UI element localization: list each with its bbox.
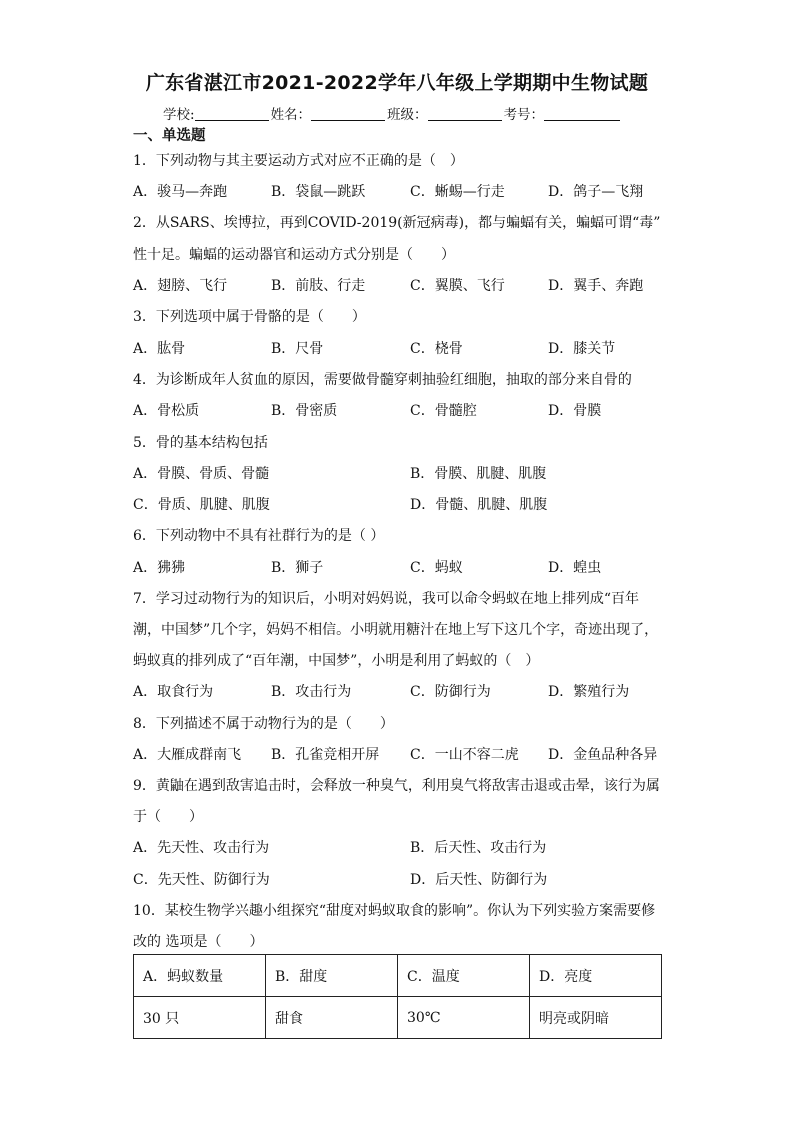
option-d[interactable]: D．后天性、防御行为 [410,872,548,888]
school-blank[interactable] [195,106,269,121]
option-c[interactable]: C．骨髓腔 [410,403,477,419]
experiment-table [133,954,662,1039]
question-7-stem-line-1: 7．学习过动物行为的知识后，小明对妈妈说，我可以命令蚂蚁在地上排列成“百年 [133,591,640,607]
number-blank[interactable] [544,106,620,121]
question-7-stem-line-2: 潮，中国梦”几个字，妈妈不相信。小明就用糖汁在地上写下这几个字，奇迹出现了， [133,622,659,638]
question-8-options [133,744,673,766]
question-6-stem: 6．下列动物中不具有社群行为的是（ ） [133,528,385,544]
option-b[interactable]: B．孔雀竞相开屏 [271,747,380,763]
option-b[interactable]: B．袋鼠—跳跃 [271,184,366,200]
question-4-stem: 4．为诊断成年人贫血的原因，需要做骨髓穿刺抽验红细胞，抽取的部分来自骨的 [133,372,632,388]
question-5-options-row-2 [133,494,673,516]
option-d[interactable]: D．膝关节 [548,341,616,357]
table-row [134,997,662,1039]
class-blank[interactable] [428,106,502,121]
table-cell: 30 只 [134,997,266,1039]
option-a[interactable]: A．肱骨 [133,341,186,357]
table-cell: 明亮或阴暗 [530,997,662,1039]
option-c[interactable]: C．先天性、防御行为 [133,872,270,888]
question-7-options [133,681,673,703]
option-c[interactable]: C．翼膜、飞行 [410,278,505,294]
class-label: 班级： [387,107,428,123]
table-cell[interactable]: A．蚂蚁数量 [134,955,266,997]
question-4-options [133,400,673,422]
option-c[interactable]: C．蜥蜴—行走 [410,184,505,200]
option-c[interactable]: C．桡骨 [410,341,463,357]
option-b[interactable]: B．尺骨 [271,341,324,357]
option-a[interactable]: A．骨膜、骨质、骨髓 [133,466,270,482]
question-7-stem-line-3: 蚂蚁真的排列成了“百年潮，中国梦”，小明是利用了蚂蚁的（ ） [133,653,540,669]
option-c[interactable]: C．防御行为 [410,684,491,700]
option-d[interactable]: D．鸽子—飞翔 [548,184,644,200]
option-b[interactable]: B．攻击行为 [271,684,352,700]
option-a[interactable]: A．翅膀、飞行 [133,278,228,294]
option-a[interactable]: A．大雁成群南飞 [133,747,242,763]
option-c[interactable]: C．一山不容二虎 [410,747,519,763]
option-d[interactable]: D．繁殖行为 [548,684,630,700]
option-a[interactable]: A．取食行为 [133,684,214,700]
question-2-options [133,275,673,297]
question-3-stem: 3．下列选项中属于骨骼的是（ ） [133,309,366,325]
exam-title: 广东省湛江市2021-2022学年八年级上学期期中生物试题 [145,72,649,94]
option-a[interactable]: A．骨松质 [133,403,200,419]
question-1-options [133,181,673,203]
option-a[interactable]: A．先天性、攻击行为 [133,840,270,856]
option-c[interactable]: C．骨质、肌腱、肌腹 [133,497,270,513]
question-5-options-row-1 [133,463,673,485]
option-c[interactable]: C．蚂蚁 [410,560,463,576]
option-a[interactable]: A．狒狒 [133,560,186,576]
question-9-options-row-1 [133,837,673,859]
name-label: 姓名： [270,107,312,123]
number-label: 考号： [503,107,545,123]
option-d[interactable]: D．翼手、奔跑 [548,278,644,294]
table-row [134,955,662,997]
option-d[interactable]: D．金鱼品种各异 [548,747,658,763]
table-cell: 甜食 [266,997,398,1039]
section-heading: 一、单选题 [133,128,206,144]
option-d[interactable]: D．骨髓、肌腱、肌腹 [410,497,548,513]
question-10-stem-line-2: 改的 选项是（ ） [133,934,264,950]
option-b[interactable]: B．骨膜、肌腱、肌腹 [410,466,547,482]
name-blank[interactable] [311,106,385,121]
question-5-stem: 5．骨的基本结构包括 [133,435,268,451]
question-2-stem-line-1: 2．从SARS、埃博拉，再到COVID-2019(新冠病毒)，都与蝙蝠有关，蝙蝠可谓“毒” [133,215,661,231]
question-6-options [133,557,673,579]
option-b[interactable]: B．前肢、行走 [271,278,366,294]
question-9-stem-line-1: 9．黄鼬在遇到敌害追击时，会释放一种臭气，利用臭气将敌害击退或击晕，该行为属 [133,778,660,794]
school-label: 学校: [163,107,195,123]
question-3-options [133,338,673,360]
student-info-line [163,103,622,123]
table-cell[interactable]: D．亮度 [530,955,662,997]
question-8-stem: 8．下列描述不属于动物行为的是（ ） [133,716,394,732]
table-cell[interactable]: B．甜度 [266,955,398,997]
question-10-stem-line-1: 10．某校生物学兴趣小组探究“甜度对蚂蚁取食的影响”。你认为下列实验方案需要修 [133,903,656,919]
option-b[interactable]: B．骨密质 [271,403,338,419]
table-cell: 30℃ [398,997,530,1039]
question-1-stem: 1．下列动物与其主要运动方式对应不正确的是（ ） [133,153,464,169]
table-cell[interactable]: C．温度 [398,955,530,997]
option-b[interactable]: B．后天性、攻击行为 [410,840,547,856]
question-9-options-row-2 [133,869,673,891]
option-b[interactable]: B．狮子 [271,560,324,576]
option-a[interactable]: A．骏马—奔跑 [133,184,228,200]
option-d[interactable]: D．蝗虫 [548,560,602,576]
question-2-stem-line-2: 性十足。蝙蝠的运动器官和运动方式分别是（ ） [133,247,455,263]
option-d[interactable]: D．骨膜 [548,403,602,419]
question-9-stem-line-2: 于（ ） [133,809,203,825]
